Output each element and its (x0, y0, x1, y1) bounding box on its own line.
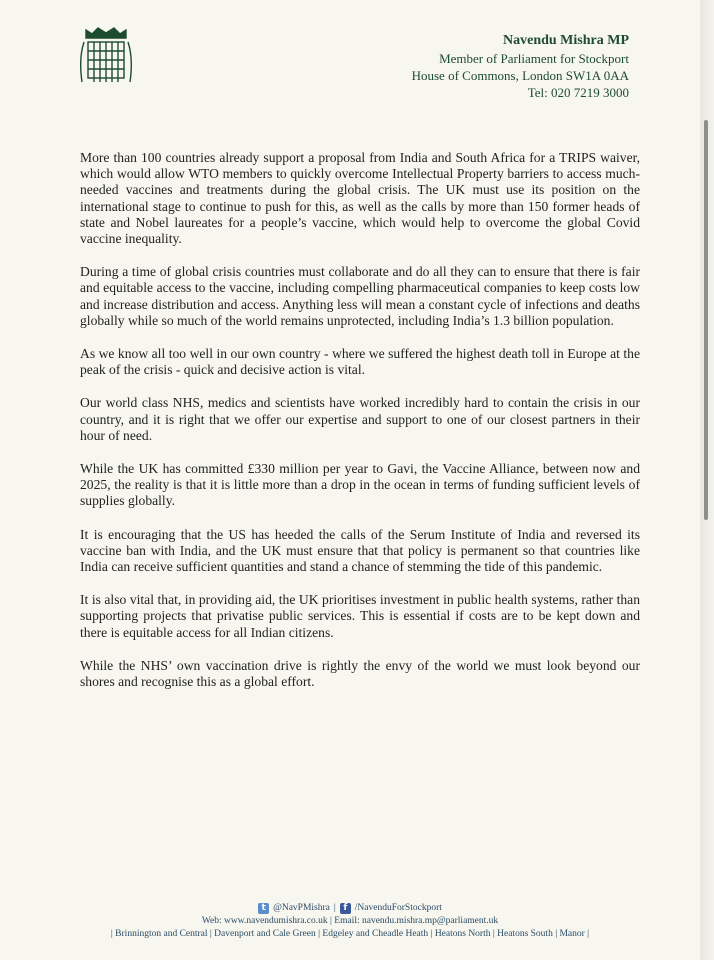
mp-telephone: Tel: 020 7219 3000 (527, 85, 629, 100)
paragraph: It is encouraging that the US has heeded the calls of the Serum Institute of India and reversed its vaccine ban with India, and the UK must ensure that that policy is permanent so that countries like India can receive sufficient quantities and stand a chance of stemming the tide of this pandemic. (80, 526, 640, 575)
paragraph: While the UK has committed £330 million per year to Gavi, the Vaccine Alliance, between now and 2025, the reality is that it is little more than a drop in the ocean in terms of funding sufficient levels of supplies globally. (80, 461, 640, 509)
paragraph: During a time of global crisis countries must collaborate and do all they can to ensure that there is fair and equitable access to the vaccine, including compelling pharmaceutical companies to keep costs low and increase distribution and access. Anything less will mean a constant cycle of infections and deaths globally while so much of the world remains unprotected, including India’s 1.3 billion population. (80, 264, 640, 328)
paragraph: While the NHS’ own vaccination drive is rightly the envy of the world we must look beyond our shores and recognise this as a global effort. (80, 657, 640, 690)
facebook-icon: f (340, 903, 351, 914)
contact-line: Web: www.navendumishra.co.uk | Email: navendu.mishra.mp@parliament.uk (201, 916, 499, 926)
letter-body (80, 150, 640, 707)
scrollbar[interactable] (704, 120, 708, 520)
twitter-handle: @NavPMishra (273, 903, 330, 913)
paragraph: As we know all too well in our own country - where we suffered the highest death toll in Europe at the peak of the crisis - quick and decisive action is vital. (80, 346, 640, 378)
facebook-page: /NavenduForStockport (354, 903, 442, 913)
separator: | (333, 903, 336, 913)
letter-footer (0, 902, 700, 941)
letterhead (412, 32, 629, 101)
paragraph: Our world class NHS, medics and scientists have worked incredibly hard to contain the crisis in our country, and it is right that we offer our expertise and support to one of our closest partners in their hour of need. (80, 395, 640, 443)
wards-line: | Brinnington and Central | Davenport and Cale Green | Edgeley and Cheadle Heath | Heatons North | Heatons South | Manor | (110, 929, 590, 939)
mp-role: Member of Parliament for Stockport (439, 51, 629, 66)
mp-name: Navendu Mishra MP (503, 33, 629, 48)
paragraph: It is also vital that, in providing aid, the UK prioritises investment in public health systems, rather than supporting projects that privatise public services. This is essential if costs are to be kept down and there is equitable access for all Indian citizens. (80, 592, 640, 640)
mp-address: House of Commons, London SW1A 0AA (411, 68, 629, 83)
paragraph: More than 100 countries already support a proposal from India and South Africa for a TRIPS waiver, which would allow WTO members to quickly overcome Intellectual Property barriers to access much-needed vaccines and treatments during the global crisis. The UK must use its position on the international stage to continue to push for this, as well as the calls by more than 150 former heads of state and Nobel laureates for a people’s vaccine, which would help to overcome the global Covid vaccine inequality. (80, 150, 640, 247)
twitter-icon: t (258, 903, 269, 914)
portcullis-icon (78, 24, 134, 90)
social-links (0, 902, 700, 915)
